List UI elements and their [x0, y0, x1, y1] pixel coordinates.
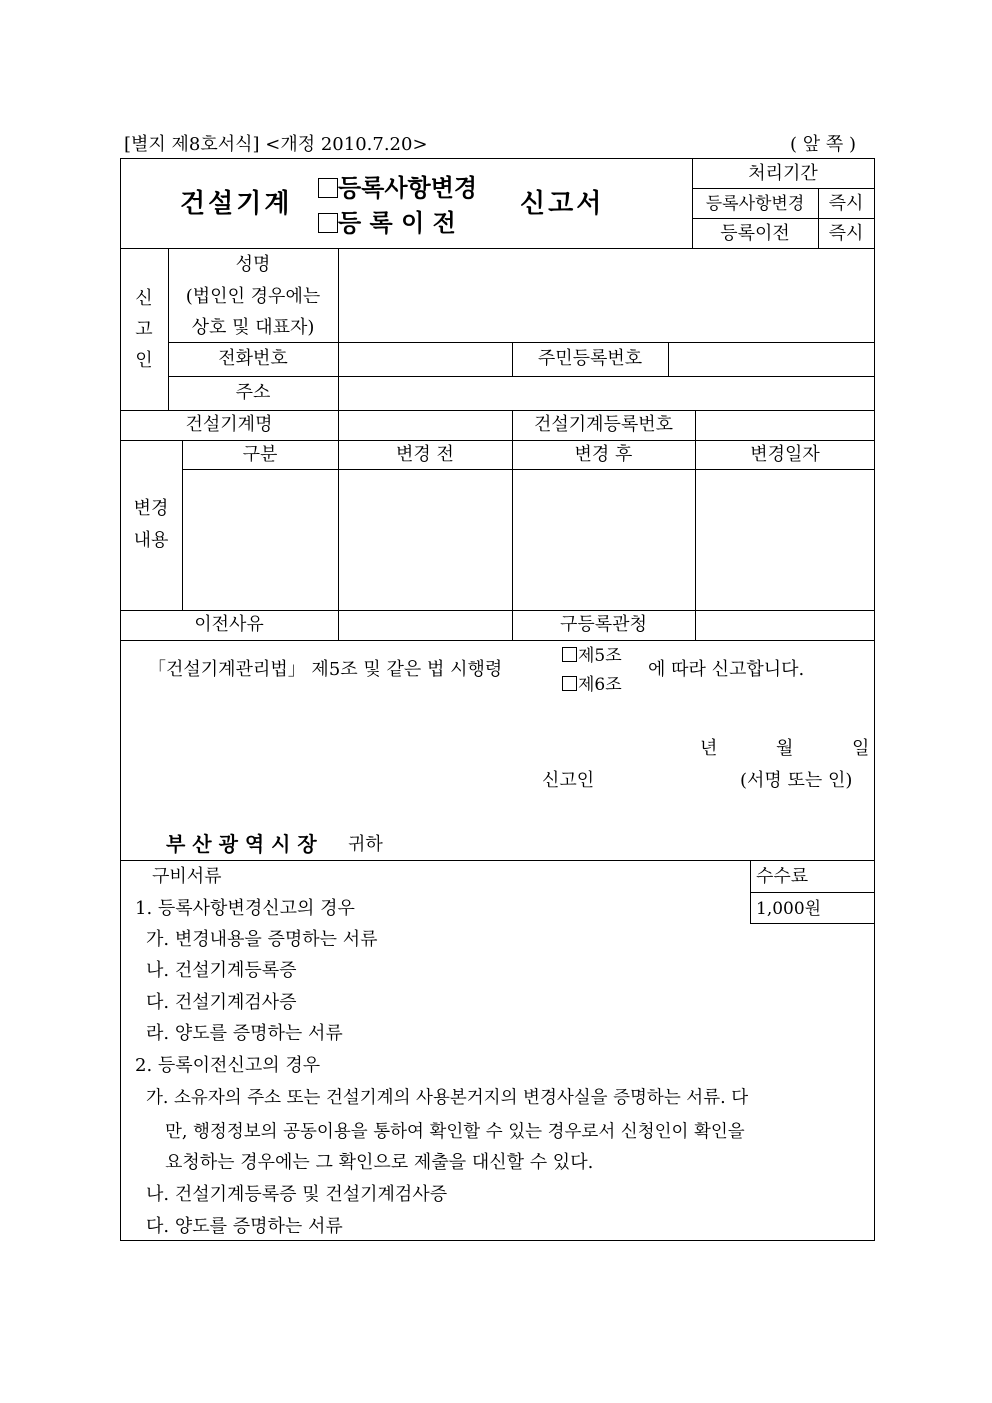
date-day: 일 — [852, 738, 870, 759]
changes-category-input[interactable] — [183, 470, 337, 609]
title-option-change-label: 등록사항변경 — [338, 173, 478, 202]
phone-label: 전화번호 — [218, 348, 288, 369]
title-option-transfer-label: 등 록 이 전 — [338, 208, 456, 237]
signature-field[interactable] — [610, 766, 735, 794]
old-office-input[interactable] — [696, 611, 874, 639]
declaration-option-art6[interactable] — [562, 674, 622, 696]
changes-label-2: 내용 — [133, 530, 169, 551]
name-label-3: 상호 및 대표자) — [191, 317, 315, 338]
documents-title: 구비서류 — [152, 866, 222, 887]
declaration-option-art5-label: 제5조 — [578, 646, 622, 666]
machine-regno-input[interactable] — [696, 411, 874, 439]
old-office-label: 구등록관청 — [560, 614, 647, 635]
checkbox-icon[interactable] — [318, 178, 338, 198]
doc-line-8: 만, 행정정보의 공동이용을 통하여 확인할 수 있는 경우로서 신청인이 확인을 — [165, 1122, 745, 1142]
date-month: 월 — [776, 738, 794, 759]
declaration-option-art6-label: 제6조 — [578, 675, 622, 695]
name-input[interactable] — [339, 249, 874, 341]
processing-change-value: 즉시 — [828, 193, 864, 214]
processing-transfer-value: 즉시 — [828, 223, 864, 244]
changes-after-input[interactable] — [513, 470, 694, 609]
doc-line-2: 가. 변경내용을 증명하는 서류 — [146, 929, 378, 950]
address-input[interactable] — [339, 377, 874, 409]
changes-col-category: 구분 — [242, 444, 278, 465]
processing-transfer-label: 등록이전 — [720, 223, 790, 244]
date-year: 년 — [700, 738, 718, 759]
doc-line-11: 다. 양도를 증명하는 서류 — [146, 1216, 343, 1237]
page-side-label: ( 앞 쪽 ) — [790, 134, 856, 155]
checkbox-icon[interactable] — [562, 676, 577, 691]
doc-line-5: 라. 양도를 증명하는 서류 — [146, 1023, 343, 1044]
title-prefix: 건설기계 — [180, 189, 293, 219]
rrn-label: 주민등록번호 — [537, 348, 643, 369]
machine-name-input[interactable] — [339, 411, 511, 439]
title-suffix: 신고서 — [520, 189, 605, 219]
changes-col-after: 변경 후 — [574, 444, 633, 465]
title-option-transfer[interactable] — [318, 209, 456, 237]
name-label-1: 성명 — [235, 254, 271, 275]
title-option-change[interactable] — [318, 174, 477, 202]
changes-col-date: 변경일자 — [750, 444, 820, 465]
doc-line-3: 나. 건설기계등록증 — [146, 960, 297, 981]
checkbox-icon[interactable] — [562, 647, 577, 662]
rrn-input[interactable] — [669, 343, 874, 375]
declaration-option-art5[interactable] — [562, 645, 622, 667]
recipient: 부 산 광 역 시 장 — [166, 832, 317, 856]
recipient-suffix: 귀하 — [348, 834, 383, 855]
fee-label: 수수료 — [756, 866, 809, 887]
doc-line-6: 2. 등록이전신고의 경우 — [135, 1055, 321, 1076]
transfer-reason-input[interactable] — [339, 611, 511, 639]
phone-input[interactable] — [339, 343, 511, 375]
changes-before-input[interactable] — [339, 470, 511, 609]
doc-line-9: 요청하는 경우에는 그 확인으로 제출을 대신할 수 있다. — [165, 1152, 594, 1173]
declaration-text-end: 에 따라 신고합니다. — [648, 659, 805, 680]
applicant-label-2: 고 — [135, 319, 153, 340]
transfer-reason-label: 이전사유 — [194, 614, 264, 635]
applicant-label-1: 신 — [135, 288, 153, 309]
changes-label-1: 변경 — [133, 498, 169, 519]
machine-regno-label: 건설기계등록번호 — [533, 414, 674, 435]
name-label-2: (법인인 경우에는 — [185, 286, 321, 307]
fee-value: 1,000원 — [756, 899, 822, 919]
doc-line-4: 다. 건설기계검사증 — [146, 992, 297, 1013]
doc-line-1: 1. 등록사항변경신고의 경우 — [135, 898, 355, 919]
processing-period-header: 처리기간 — [748, 163, 818, 184]
changes-col-before: 변경 전 — [396, 444, 454, 465]
declaration-text: 「건설기계관리법」 제5조 및 같은 법 시행령 — [148, 659, 503, 680]
sign-hint: (서명 또는 인) — [740, 770, 853, 791]
doc-line-7: 가. 소유자의 주소 또는 건설기계의 사용본거지의 변경사실을 증명하는 서류. 다 — [146, 1088, 749, 1108]
changes-date-input[interactable] — [696, 470, 874, 609]
doc-line-10: 나. 건설기계등록증 및 건설기계검사증 — [146, 1184, 448, 1205]
processing-change-label: 등록사항변경 — [705, 194, 805, 214]
machine-name-label: 건설기계명 — [185, 414, 273, 435]
form-reference: [별지 제8호서식] <개정 2010.7.20> — [124, 134, 428, 155]
checkbox-icon[interactable] — [318, 213, 338, 233]
address-label: 주소 — [235, 382, 271, 403]
signer-label: 신고인 — [542, 770, 595, 791]
applicant-label-3: 인 — [135, 350, 153, 371]
